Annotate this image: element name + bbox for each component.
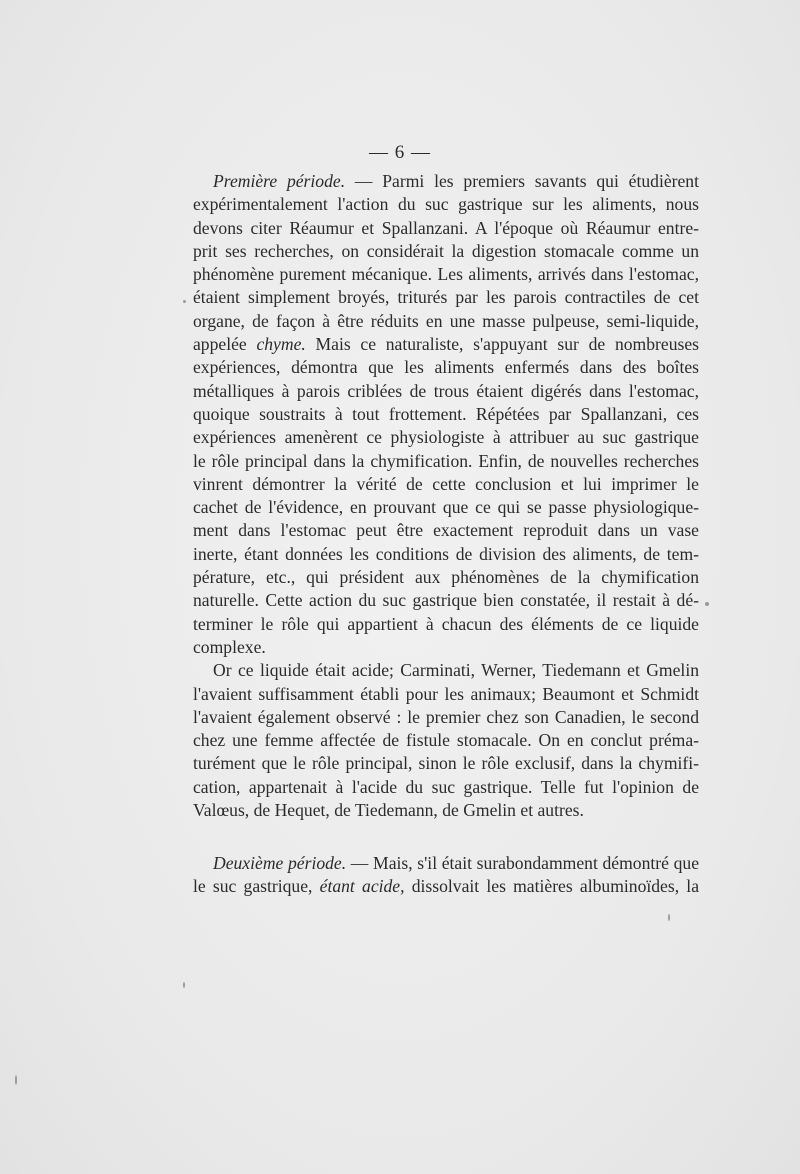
text-line: Valœus, de Hequet, de Tiedemann, de Gmelin et autres. [193,800,584,821]
text-line: ment dans l'estomac peut être exactement reproduit dans un vase [193,520,699,541]
paragraph-acide [193,659,699,822]
text-line: pérature, etc., qui président aux phénomènes de la chymification [193,567,699,588]
text-line: Première période. — Parmi les premiers savants qui étudièrent [213,171,699,191]
text-line: expériences, démontra que les aliments enfermés dans des boîtes [193,357,699,378]
scan-speck [183,982,185,988]
text-line: Or ce liquide était acide; Carminati, Werner, Tiedemann et Gmelin [213,660,699,681]
main-text-continued [193,852,699,899]
text-line: devons citer Réaumur et Spallanzani. A l'époque où Réaumur entre- [193,217,699,238]
text-line: le suc gastrique, étant acide, dissolvait les matières albuminoïdes, la [193,876,700,897]
text-line: Deuxième période. — Mais, s'il était surabondamment démontré que [213,853,700,873]
text-line: organe, de façon à être réduits en une masse pulpeuse, semi-liquide, [193,310,699,331]
scan-speck [15,1075,17,1085]
text-line: l'avaient suffisamment établi pour les animaux; Beaumont et Schmidt [193,683,699,704]
scan-speck [705,602,709,606]
text-line: expériences amenèrent ce physiologiste à attribuer au suc gastrique [193,427,699,448]
text-line: expérimentalement l'action du suc gastrique sur les aliments, nous [193,194,699,215]
paragraph-deuxieme-periode [193,852,699,899]
term-chyme: chyme. [256,334,306,355]
main-text [193,170,699,822]
text-line: quoique soustraits à tout frottement. Répétées par Spallanzani, ces [193,403,699,424]
text-line: complexe. [193,636,266,657]
page-number: — 6 — [369,142,431,163]
text-line: terminer le rôle qui appartient à chacun des éléments de ce liquide [193,613,699,634]
paragraph-premiere-periode [193,170,699,659]
text-line: naturelle. Cette action du suc gastrique bien constatée, il restait à dé- [193,590,699,611]
section-heading-premiere-periode: Première période. [213,171,346,191]
text-line: vinrent démontrer la vérité de cette conclusion et lui imprimer le [193,473,699,494]
text-line: phénomène purement mécanique. Les aliments, arrivés dans l'estomac, [193,264,699,285]
text-line: appelée chyme. Mais ce naturaliste, s'appuyant sur de nombreuses [193,334,699,355]
section-heading-deuxieme-periode: Deuxième période. [213,853,347,873]
text-line: prit ses recherches, on considérait la digestion stomacale comme un [193,240,699,261]
text-line: cachet de l'évidence, en prouvant que ce qui se passe physiologique- [193,497,699,518]
text-line: étaient simplement broyés, triturés par les parois contractiles de cet [193,287,699,308]
text-line: le rôle principal dans la chymification. Enfin, de nouvelles recherches [193,450,699,471]
text-line: turément que le rôle principal, sinon le rôle exclusif, dans la chymifi- [193,753,699,774]
term-etant-acide: étant acide, [319,876,405,897]
scan-speck [183,300,186,303]
text-line: l'avaient également observé : le premier chez son Canadien, le second [193,706,699,727]
text-line: chez une femme affectée de fistule stomacale. On en conclut préma- [193,730,699,751]
text-line: inerte, étant données les conditions de division des aliments, de tem- [193,543,699,564]
text-line: métalliques à parois criblées de trous étaient digérés dans l'estomac, [193,380,699,401]
scan-speck [668,914,670,921]
text-line: cation, appartenait à l'acide du suc gastrique. Telle fut l'opinion de [193,776,699,797]
